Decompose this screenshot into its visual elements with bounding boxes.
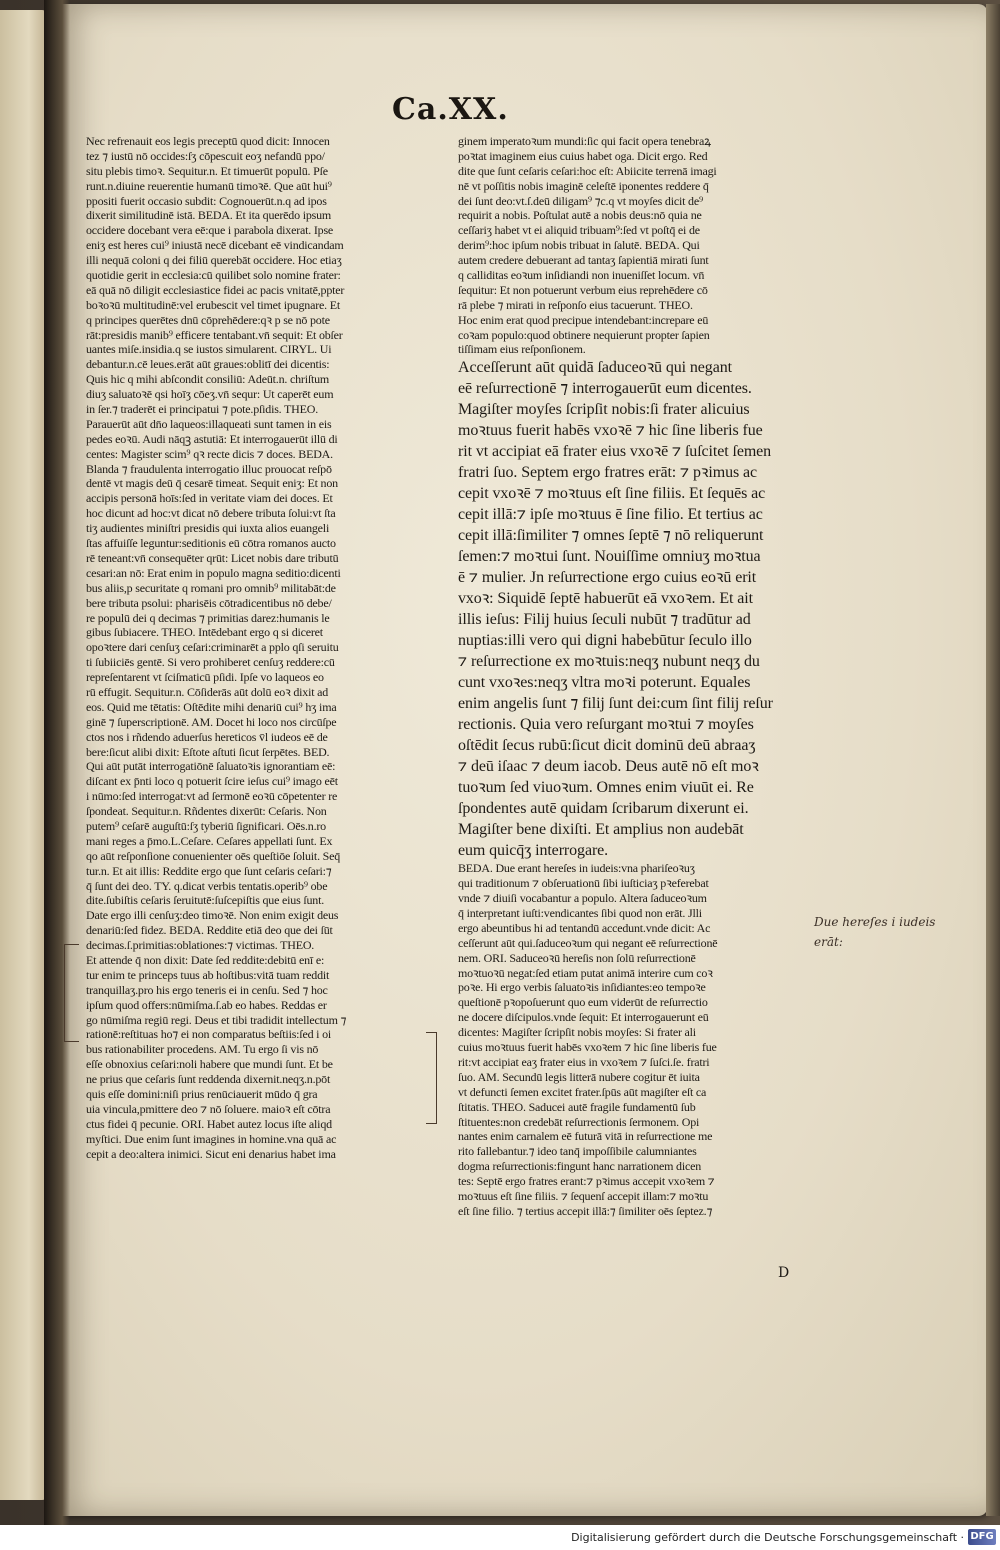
text-line: uantes miſe.insidia.q se iustos simularent. CIRYL. Ui xyxy=(86,342,332,357)
gospel-text-line: ſemen:⁊ moꝛtui ſunt. Nouiſſime omniuʒ moꝛtua xyxy=(458,548,761,566)
text-line: ginē ⁊ ſuperscriptionē. AM. Docet hi loco nos circūſpe xyxy=(86,714,337,729)
text-line: ne prius que ceſaris ſunt reddenda dixernit.neqʒ.n.pōt xyxy=(86,1072,331,1087)
text-line: Nec refrenauit eos legis preceptū quod dicit: Innocen xyxy=(86,134,330,148)
previous-page-edge xyxy=(0,10,48,1500)
commentary-text-line: ſequitur: Et non potuerunt verbum eius reprehēdere cō xyxy=(458,282,708,297)
text-line: mani reges a p̄mo.L.Ceſare. Ceſares appellati ſunt. Ex xyxy=(86,833,333,848)
commentary-text-line: derim⁹:hoc ipſum nobis tribuat in ſalutē. BEDA. Qui xyxy=(458,238,700,253)
text-line: dentē vt magis deū q̄ cesarē timeat. Sequit eniʒ: Et non xyxy=(86,476,338,491)
text-line: Parauerūt aūt dn̄o laqueos:illaqueati sunt tamen in eis xyxy=(86,416,332,431)
text-line: ſpondeat. Sequitur.n. Rñdentes dixerūt: Ceſaris. Non xyxy=(86,804,327,819)
gospel-text-line: eē reſurrectionē ⁊ interrogauerūt eum dicentes. xyxy=(458,380,752,398)
commentary-text-line: dite que ſunt ceſaris ceſari:hoc eſt: Abiicite terrenā imagi xyxy=(458,163,717,178)
commentary-text-line: nē vt poſſitis nobis imaginē celeſtē iponentes reddere q̄ xyxy=(458,178,709,193)
text-line: bere tributa psolui: pharisēis cōtradicentibus nō debe/ xyxy=(86,595,332,610)
text-line: in ſer.⁊ traderēt ei principatui ⁊ pote.pſidis. THEO. xyxy=(86,402,319,417)
text-line: quis eſſe domini:niſi prius renūciauerit mūdo q̄ gra xyxy=(86,1087,318,1101)
commentary-text-line: nem. ORI. Saduceoꝛū hereſis non ſolū reſurrectionē xyxy=(458,950,696,965)
gospel-text-line: moꝛtuus fuerit habēs vxoꝛē ⁊ hic ſine liberis fue xyxy=(458,422,763,440)
commentary-text-line: moꝛtuoꝛū negat:ſed etiam putat animā interire cum coꝛ xyxy=(458,965,713,980)
text-line: rē teneant:vn̄ consequēter qrūt: Licet nobis dare tributū xyxy=(86,550,339,565)
gospel-text-line: Acceſſerunt aūt quidā ſaduceoꝛū qui negant xyxy=(458,359,732,377)
text-line: putem⁹ ceſarē auguſtū:ſʒ tyberiū ſignificari. Oēs.n.ro xyxy=(86,818,326,833)
gospel-text-line: enim angelis ſunt ⁊ filij ſunt dei:cum ſint filij reſur xyxy=(458,695,773,713)
commentary-text-line: qui traditionum ⁊ obſeruationū ſibi iuſticiaʒ pꝛeferebat xyxy=(458,876,709,891)
text-line: ctos nos i rñdendo aduerſus hereticos v̄l iudeos eē de xyxy=(86,729,328,744)
text-line: tur enim te princeps tuus ab hoſtibus:vitā tuam reddit xyxy=(86,967,330,982)
commentary-text-line: vt defuncti ſemen excitet frater.ſpūs aūt magiſter eſt ca xyxy=(458,1084,707,1099)
text-line: re populū dei q decimas ⁊ primitias darez:humanis le xyxy=(86,610,330,625)
gospel-text-line: oſtēdit ſecus rubū:ſicut dicit dominū deū abraaʒ xyxy=(458,737,756,755)
commentary-text-line: ne docere diſcipulos.vnde ſequit: Et interrogauerunt eū xyxy=(458,1010,709,1025)
commentary-text-line: ſtitatis. THEO. Saducei autē fragile fundamentū ſub xyxy=(458,1099,696,1114)
text-column-right xyxy=(458,134,800,1219)
text-line: q principes querētes dnū cōprehēdere:qꝛ p se nō pote xyxy=(86,312,330,327)
text-line: illi nequā coloni q dei filiū querebāt occidere. Hoc etiaʒ xyxy=(86,253,342,268)
text-line: accipis personā hoīs:ſed in veritate viam dei doces. Et xyxy=(86,491,333,506)
text-line: ctus fidei q̄ pecunie. ORI. Habet autez locus iſte aliqd xyxy=(86,1116,332,1131)
gospel-text-line: Magiſter moyſes ſcripſit nobis:ſi frater alicuius xyxy=(458,401,750,419)
text-line: eniʒ est heres cui⁹ iniustā necē dicebant eē vindicandam xyxy=(86,238,344,253)
commentary-text-line: ſtituentes:non credebāt reſurrectionis ſermonem. Opi xyxy=(458,1114,700,1129)
commentary-text-line: tes: Septē ergo fratres erant:⁊ pꝛimus accepit vxoꝛem ⁊ xyxy=(458,1174,715,1189)
gospel-text-line: rectionis. Quia vero reſurgant moꝛtui ⁊ moyſes xyxy=(458,716,754,734)
gospel-text-line: fratri ſuo. Septem ergo fratres erāt: ⁊ pꝛimus ac xyxy=(458,464,757,482)
commentary-text-line: tiſſimam eius reſponſionem. xyxy=(458,342,586,357)
commentary-text-line: poꝛtat imaginem eius cuius habet oga. Dicit ergo. Red xyxy=(458,148,708,163)
gospel-text-line: eum quicq̄ʒ interrogare. xyxy=(458,842,609,860)
dfg-logo: DFG xyxy=(968,1529,996,1545)
text-line: cepit a deo:altera inimici. Sicut eni denarius habet ima xyxy=(86,1146,336,1161)
handwritten-marginal-note xyxy=(814,912,964,952)
gospel-text-line: ſpondentes autē quidam ſcribarum dixerunt ei. xyxy=(458,800,749,818)
commentary-text-line: Hoc enim erat quod precipue intendebant:increpare eū xyxy=(458,312,709,327)
text-line: ti ſubiiciēs gentē. Si vero prohiberet cenſuʒ reddere:cū xyxy=(86,655,335,670)
running-head: Ca.XX. xyxy=(392,92,509,127)
text-column-left xyxy=(86,134,450,1161)
text-line: bus aliis,p securitate q romani pro omnib⁹ militabāt:de xyxy=(86,580,336,595)
text-line: ppositi fuerit occasio subdit: Cognouerūt.n.q ad ipos xyxy=(86,193,327,208)
commentary-text-line: rā plebe ⁊ mirati in reſponſo eius tacuerunt. THEO. xyxy=(458,297,693,312)
commentary-text-line: ceſſerunt aūt qui.ſaduceoꝛum qui negant eē reſurrectionē xyxy=(458,935,718,950)
gospel-text-line: nuptias:illi vero qui digni habebūtur ſeculo illo xyxy=(458,632,752,650)
footer-bar xyxy=(0,1525,1000,1550)
marginal-note-line: erāt: xyxy=(814,935,843,949)
text-line: bus rationabiliter procedens. AM. Tu ergo ſi vis nō xyxy=(86,1042,319,1057)
margin-bracket xyxy=(64,944,79,1042)
commentary-text-line: ergo abeuntibus hi ad tentandū accedunt.vnde dicit: Ac xyxy=(458,920,711,935)
commentary-text-line: requirit a nobis. Poſtulat autē a nobis deus:nō quia ne xyxy=(458,208,702,223)
commentary-text-line: autem credere debuerant ad tantaʒ ſapientiā mirati ſunt xyxy=(458,253,709,268)
text-line: gibus ſubiacere. THEO. Intēdebant ergo q si diceret xyxy=(86,625,323,640)
text-line: qo aūt reſponſione conuenienter oēs queſtiōe ſoluit. Seq̄ xyxy=(86,848,341,863)
margin-bracket xyxy=(426,1032,437,1124)
commentary-text-line: dogma reſurrectionis:fingunt hanc narrationem dicen xyxy=(458,1159,702,1174)
text-line: i nūmo:ſed interrogat:vt ad ſermonē eoꝛū cōpetenter re xyxy=(86,789,338,804)
gospel-text-line: ⁊ deū iſaac ⁊ deum iacob. Deus autē nō eſt moꝛ xyxy=(458,758,759,776)
gospel-text-line: Magiſter bene dixiſti. Et amplius non audebāt xyxy=(458,821,744,839)
text-line: bere:ſicut alibi dixit: Eſtote aſtuti ſicut ſerpētes. BED. xyxy=(86,744,330,759)
text-line: repreſentarent vt ſciſmaticū pſidi. Ipſe vo laqueos eo xyxy=(86,670,324,685)
text-line: tur.n. Et ait illis: Reddite ergo que ſunt ceſaris ceſari:⁊ xyxy=(86,863,332,878)
gospel-text-line: illis ieſus: Filij huius ſeculi nubūt ⁊ tradūtur ad xyxy=(458,611,751,629)
commentary-text-line: q̄ interpretant iuſti:vendicantes ſibi quod non erāt. Jlli xyxy=(458,906,702,921)
gospel-text-line: cepit illā:⁊ ipſe moꝛtuus ē ſine filio. Et tertius ac xyxy=(458,506,763,524)
text-line: pedes eoꝛū. Audi nāqꝫ astutiā: Et interrogauerūt illū di xyxy=(86,431,338,446)
commentary-text-line: dei ſunt deo:vt.ſ.deū diligam⁹ ⁊c.q vt moyſes dicit de⁹ xyxy=(458,193,703,208)
commentary-text-line: queſtionē pꝛopoſuerunt quo eum viderūt de reſurrectio xyxy=(458,995,708,1010)
gospel-text-line: rit vt accipiat eā frater eius vxoꝛē ⁊ ſuſcitet ſemen xyxy=(458,443,772,461)
gospel-text-line: cepit vxoꝛē ⁊ moꝛtuus eſt ſine filiis. Et ſequēs ac xyxy=(458,485,766,503)
gospel-text-line: cunt vxoꝛes:neqʒ vltra moꝛi poterunt. Equales xyxy=(458,674,751,692)
text-line: debantur.n.cē leues.erāt aūt graues:oblitī dei dicentis: xyxy=(86,357,330,372)
text-line: q̄ ſunt dei deo. TY. q.dicat verbis tentatis.operib⁹ obe xyxy=(86,878,328,893)
text-line: eos. Quid me tētatis: Oſtēdite mihi denariū cui⁹ hʒ ima xyxy=(86,699,337,714)
text-line: runt.n.diuine reuerentie humanū timoꝛē. Que aūt hui⁹ xyxy=(86,178,332,193)
commentary-text-line: BEDA. Due erant hereſes in iudeis:vna phariſeoꝛuʒ xyxy=(458,861,695,876)
text-line: diſcant ex p̄nti loco q potuerit ſcire ieſus cui⁹ imago eēt xyxy=(86,774,338,789)
text-line: quotidie gerit in ecclesia:cū quilibet solo nomine frater: xyxy=(86,268,341,283)
gospel-text-line: cepit illā:ſimiliter ⁊ omnes ſeptē ⁊ nō reliquerunt xyxy=(458,527,764,545)
gospel-text-line: vxoꝛ: Siquidē ſeptē habuerūt eā vxoꝛem. Et ait xyxy=(458,590,753,608)
text-line: rāt:presidis manib⁹ efficere tentabant.vn̄ sequit: Et obſer xyxy=(86,327,343,342)
text-line: eā quā nō diligit ecclesiastice fidei ac pacis vnitatē,ppter xyxy=(86,282,345,297)
funding-credit: Digitalisierung gefördert durch die Deutsche Forschungsgemeinschaft · xyxy=(571,1531,964,1544)
commentary-text-line: q calliditas eoꝛum inſidiandi non inueniſſet locum. vn̄ xyxy=(458,268,705,283)
text-line: centes: Magister scim⁹ qꝛ recte dicis ⁊ doces. BEDA. xyxy=(86,446,333,461)
text-line: eſſe obnoxius ceſari:noli habere que mundi ſunt. Et be xyxy=(86,1057,333,1072)
commentary-text-line: poꝛe. Hi ergo verbis ſaluatoꝛis inſidiantes:eo tempoꝛe xyxy=(458,980,706,995)
text-line: rationē:reſtituas ho⁊ ei non comparatus beſtiis:ſed i oi xyxy=(86,1027,332,1042)
page-edge-right xyxy=(986,4,1000,1516)
commentary-text-line: ceſſariʒ habet vt ei aliquid tribuam⁹:ſed vt poſtq̄ ei de xyxy=(458,223,700,238)
gospel-text-line: ē ⁊ mulier. Jn reſurrectione ergo cuius eoꝛū erit xyxy=(458,569,757,587)
text-line: tez ⁊ iustū nō occides:ſʒ cōpescuit eoʒ nefandū ppo/ xyxy=(86,148,325,163)
commentary-text-line: eſt ſine filio. ⁊ tertius accepit illā:⁊ ſimiliter oēs ſeptez.⁊ xyxy=(458,1203,713,1218)
text-line: ſtas affuiſſe leguntur:seditionis eū cōtra romanos aucto xyxy=(86,536,336,551)
text-line: boꝛoꝛū multitudinē:vel erubescit vel timet ipugnare. Et xyxy=(86,297,340,312)
commentary-text-line: moꝛtuus eſt ſine filiis. ⁊ ſequenſ accepit illam:⁊ moꝛtu xyxy=(458,1188,709,1203)
commentary-text-line: ginem imperatoꝛum mundi:ſic qui facit opera tenebraꝝ xyxy=(458,134,711,148)
commentary-text-line: rit:vt accipiat eaʒ frater eius in vxoꝛem ⁊ ſuſci.ſe. fratri xyxy=(458,1054,710,1069)
text-line: tranquillaʒ.pro his ergo teneris ei in cenſu. Sed ⁊ hoc xyxy=(86,982,328,997)
gospel-text-line: tuoꝛum ſed viuoꝛum. Omnes enim viuūt ei. Re xyxy=(458,779,754,797)
text-line: Quis hic q mihi abſcondit consiliū: Adeūt.n. chriſtum xyxy=(86,372,330,387)
commentary-text-line: vnde ⁊ diuiſi vocabantur a populo. Altera ſaduceoꝛum xyxy=(458,891,707,906)
text-line: situ plebis timoꝛ. Sequitur.n. Et timuerūt populū. Pſe xyxy=(86,163,328,178)
commentary-text-line: dicentes: Magiſter ſcripſit nobis moyſes: Si frater ali xyxy=(458,1025,696,1040)
text-line: myſtici. Due enim ſunt imagines in homine.vna quā ac xyxy=(86,1131,337,1146)
text-line: dixerit similitudinē istā. BEDA. Et ita querēdo ipsum xyxy=(86,208,332,223)
text-line: denariū:ſed fidez. BEDA. Reddite etiā deo que dei ſūt xyxy=(86,923,333,938)
text-line: ipſum quod offers:nūmiſma.ſ.ab eo habes. Reddas er xyxy=(86,997,327,1012)
commentary-text-line: rito fallebantur.⁊ ideo tanq̄ impoſſibile calumniantes xyxy=(458,1144,697,1159)
text-line: rū effugit. Sequitur.n. Cōſiderās aūt dolū eoꝛ dixit ad xyxy=(86,684,329,699)
text-line: Et attende q̄ non dixit: Date ſed reddite:debitū enī e: xyxy=(86,952,325,967)
text-line: opoꝛtere dari cenſuʒ ceſari:criminarēt a pplo qſi seruitu xyxy=(86,640,339,655)
text-line: cesari:an nō: Erat enim in populo magna seditio:dicenti xyxy=(86,565,341,580)
book-gutter xyxy=(44,0,70,1525)
text-line: diuʒ saluatoꝛē qsi hoīʒ cōeʒ.vn̄ sequr: Ut caperēt eum xyxy=(86,387,334,402)
text-line: Qui aūt putāt interrogatiōnē ſaluatoꝛis ignorantiam eē: xyxy=(86,759,336,774)
marginal-note-line: Due hereſes i iudeis xyxy=(814,915,936,929)
commentary-text-line: ſuo. AM. Secundū legis litterā nubere cogitur ēt iuita xyxy=(458,1069,700,1084)
commentary-text-line: cuius moꝛtuus fuerit habēs vxoꝛem ⁊ hic ſine liberis fue xyxy=(458,1040,717,1055)
text-line: dite.ſubiſtis ceſaris ſeruitutē:ſuſcepiſtis que eius ſunt. xyxy=(86,893,325,908)
text-line: tiʒ audientes miniſtri presidis qui iuxta alios euangeli xyxy=(86,521,330,536)
text-line: occidere docebant vera eē:que i parabola dixerat. Ipse xyxy=(86,223,334,238)
text-line: uia vincula,pmittere deo ⁊ nō ſoluere. maioꝛ eſt cōtra xyxy=(86,1101,331,1116)
gospel-text-line: ⁊ reſurrectione ex moꝛtuis:neqʒ nubunt neqʒ du xyxy=(458,653,760,671)
text-line: Date ergo illi cenſuʒ:deo timoꝛē. Non enim exigit deus xyxy=(86,908,339,923)
commentary-text-line: coꝛam populo:quod obtinere nequierunt propter ſapien xyxy=(458,327,710,342)
text-line: go nūmiſma regiū regi. Deus et tibi tradidit intellectum ⁊ xyxy=(86,1012,347,1027)
text-line: Blanda ⁊ fraudulenta interrogatio illuc prouocat reſpō xyxy=(86,461,332,476)
text-line: hoc dicunt ad hoc:vt dicat nō debere tributa ſolui:vt ſta xyxy=(86,506,336,521)
commentary-text-line: nantes enim carnalem eē futurā vitā in reſurrectione me xyxy=(458,1129,713,1144)
signature-mark: D xyxy=(778,1265,790,1281)
text-line: decimas.ſ.primitias:oblationes:⁊ victimas. THEO. xyxy=(86,938,315,953)
